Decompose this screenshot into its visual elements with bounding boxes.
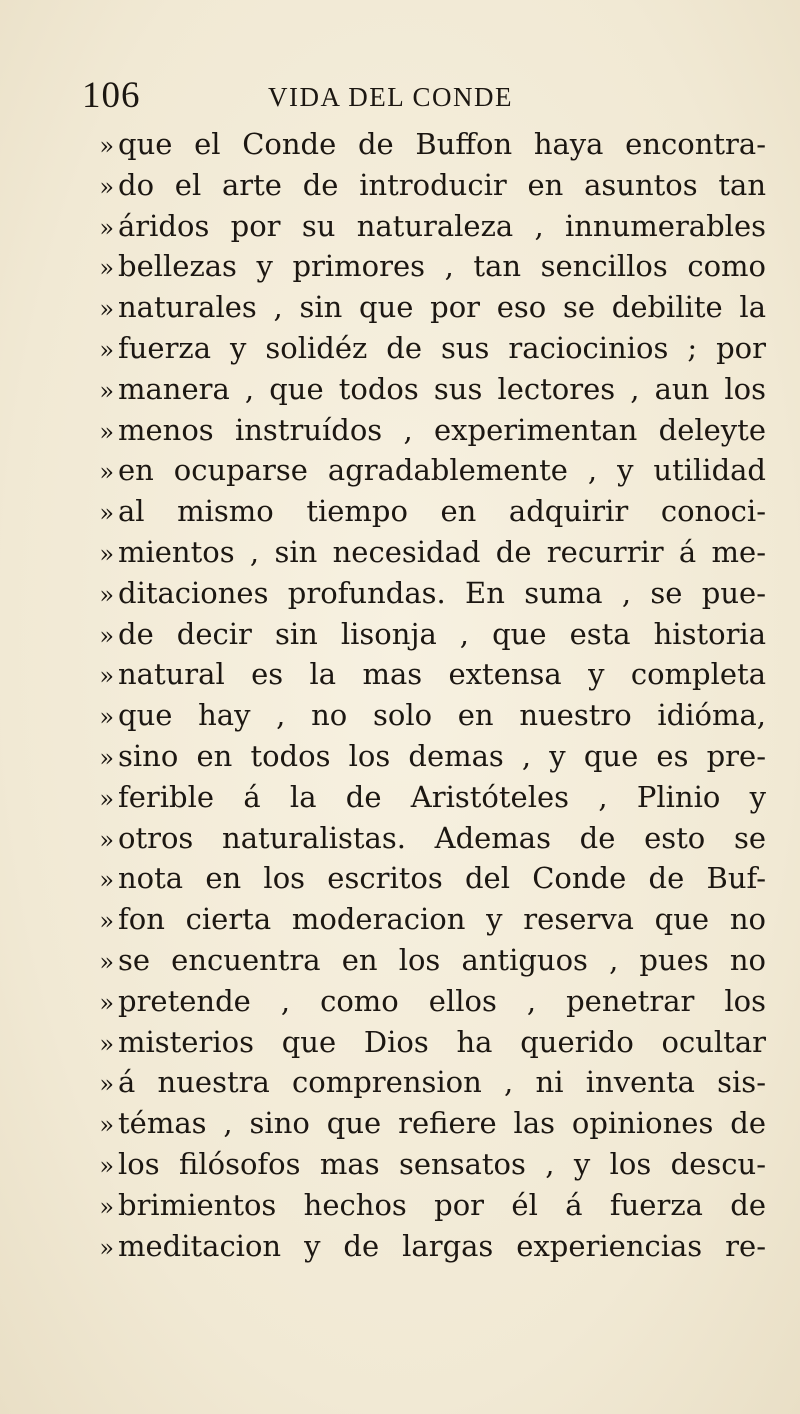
text-line [80,573,770,614]
text-line [80,124,770,165]
quote-mark: » [99,132,114,160]
text-line [80,1022,770,1063]
text-line [80,614,770,655]
quote-mark: » [99,1111,114,1140]
page-number: 106 [82,75,141,116]
quote-mark: » [99,417,114,446]
text-line-content: misterios que Dios ha querido ocultar [118,1024,766,1059]
text-line [80,654,770,695]
quote-mark: » [99,172,114,201]
quote-mark: » [99,458,114,487]
text-line-content: fuerza y solidéz de sus raciocinios ; por [118,330,766,365]
text-line [80,206,770,247]
quote-mark: » [99,499,114,528]
quote-mark: » [99,539,114,568]
quote-mark: » [99,376,114,405]
text-line [80,369,770,410]
quote-mark: » [99,580,114,609]
text-line [80,1226,770,1267]
quote-mark: » [99,784,114,813]
quote-mark: » [99,621,114,650]
text-line [80,858,770,899]
text-line-content: los filósofos mas sensatos , y los descu- [118,1146,766,1181]
text-line-content: meditacion y de largas experiencias re- [118,1228,766,1263]
text-line-content: fon cierta moderacion y reserva que no [118,902,766,937]
quote-mark: » [99,295,114,324]
text-line-content: que el Conde de Buffon haya encontra- [118,127,766,161]
page-header [82,70,722,120]
text-line [80,1144,770,1185]
text-line [80,981,770,1022]
text-line-content: témas , sino que refiere las opiniones de [118,1106,766,1141]
quote-mark: » [99,703,114,732]
quote-mark: » [99,335,114,364]
text-line [80,287,770,328]
text-line-content: natural es la mas extensa y completa [118,657,766,692]
quote-mark: » [99,213,114,242]
text-line-content: menos instruídos , experimentan deleyte [118,412,766,447]
text-line-content: bellezas y primores , tan sencillos como [118,249,766,284]
text-line-content: manera , que todos sus lectores , aun los [118,371,766,406]
text-line-content: se encuentra en los antiguos , pues no [118,942,766,977]
quote-mark: » [99,1192,114,1221]
text-line [80,1185,770,1226]
text-line-content: ditaciones profundas. En suma , se pue- [118,575,766,610]
text-line-content: á nuestra comprension , ni inventa sis- [118,1065,766,1100]
quote-mark: » [99,1029,114,1058]
text-line-content: pretende , como ellos , penetrar los [118,983,766,1018]
text-line-content: ferible á la de Aristóteles , Plinio y [118,779,766,814]
text-line [80,410,770,451]
text-line-content: que hay , no solo en nuestro idióma, [118,698,766,733]
text-line [80,165,770,206]
text-line-content: áridos por su naturaleza , innumerables [118,208,766,243]
quote-mark: » [99,947,114,976]
quote-mark: » [99,254,114,283]
text-line-content: en ocuparse agradablemente , y utilidad [118,453,766,488]
text-line-content: nota en los escritos del Conde de Buf- [118,861,766,896]
quote-mark: » [99,1151,114,1180]
text-line [80,940,770,981]
quote-mark: » [99,662,114,691]
quote-mark: » [99,1233,114,1262]
text-line [80,1103,770,1144]
text-line [80,736,770,777]
body-text [80,124,770,1266]
quote-mark: » [99,907,114,936]
text-line [80,695,770,736]
text-line-content: naturales , sin que por eso se debilite la [118,290,766,325]
running-head: VIDA DEL CONDE [268,82,513,112]
quote-mark: » [99,988,114,1017]
text-line-content: do el arte de introducir en asuntos tan [118,167,766,202]
text-line [80,532,770,573]
text-line-content: de decir sin lisonja , que esta historia [118,616,766,651]
text-line-content: al mismo tiempo en adquirir conoci- [118,494,766,529]
text-line-content: otros naturalistas. Ademas de esto se [118,820,766,855]
quote-mark: » [99,866,114,895]
text-line [80,491,770,532]
text-line-content: mientos , sin necesidad de recurrir á me- [118,534,766,569]
text-line [80,1062,770,1103]
quote-mark: » [99,825,114,854]
text-line [80,899,770,940]
text-line [80,328,770,369]
text-line [80,246,770,287]
text-line [80,450,770,491]
text-line-content: brimientos hechos por él á fuerza de [118,1187,766,1222]
quote-mark: » [99,743,114,772]
text-line [80,818,770,859]
text-line-content: sino en todos los demas , y que es pre- [118,738,766,773]
quote-mark: » [99,1070,114,1099]
text-line [80,777,770,818]
